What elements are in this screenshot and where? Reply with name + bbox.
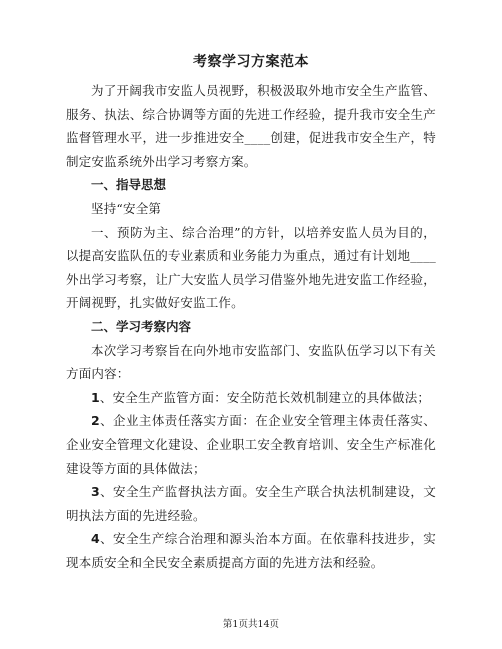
item-number: 3 [91, 484, 100, 500]
list-item [66, 480, 436, 527]
guiding-ideology-line: 坚持“安全第 [91, 200, 162, 216]
guiding-ideology-paragraph: 一、预防为主、综合治理”的方针，以培养安监人员为目的，以提高安监队伍的专业素质和业务能力为重点，通过有计划地____外出学习考察，让广大安监人员学习借鉴外地先进安监工作经验，开阔视野，扎实做好安监工作。 [66, 224, 436, 311]
list-item [66, 527, 436, 574]
item-number: 1 [91, 389, 100, 405]
intro-paragraph: 为了开阔我市安监人员视野，积极汲取外地市安全生产监管、服务、执法、综合协调等方面的先进工作经验，提升我市安全生产监督管理水平，进一步推进安全____创建，促进我市安全生产，特制定安监系统外出学习考察方案。 [66, 83, 436, 169]
study-content-intro: 本次学习考察旨在向外地市安监部门、安监队伍学习以下有关方面内容： [66, 342, 436, 382]
page-footer: 第1页共14页 [222, 619, 280, 630]
list-item [66, 386, 436, 410]
section-heading-guiding-ideology: 一、指导思想 [91, 177, 167, 193]
item-text: 、安全生产监督执法方面。安全生产联合执法机制建设，文明执法方面的先进经验。 [66, 484, 436, 523]
document-title: 考察学习方案范本 [193, 54, 309, 70]
item-number: 2 [91, 413, 100, 429]
item-text: 、企业主体责任落实方面：在企业安全管理主体责任落实、企业安全管理文化建设、企业职工安全教育培训、安全生产标准化建设等方面的具体做法； [66, 413, 436, 476]
list-item [66, 409, 436, 480]
item-text: 、安全生产综合治理和源头治本方面。在依靠科技进步，实现本质安全和全民安全素质提高方面的先进方法和经验。 [66, 531, 436, 570]
item-number: 4 [91, 531, 100, 547]
section-heading-study-content: 二、学习考察内容 [91, 318, 192, 334]
item-text: 、安全生产监管方面：安全防范长效机制建立的具体做法； [99, 389, 431, 405]
